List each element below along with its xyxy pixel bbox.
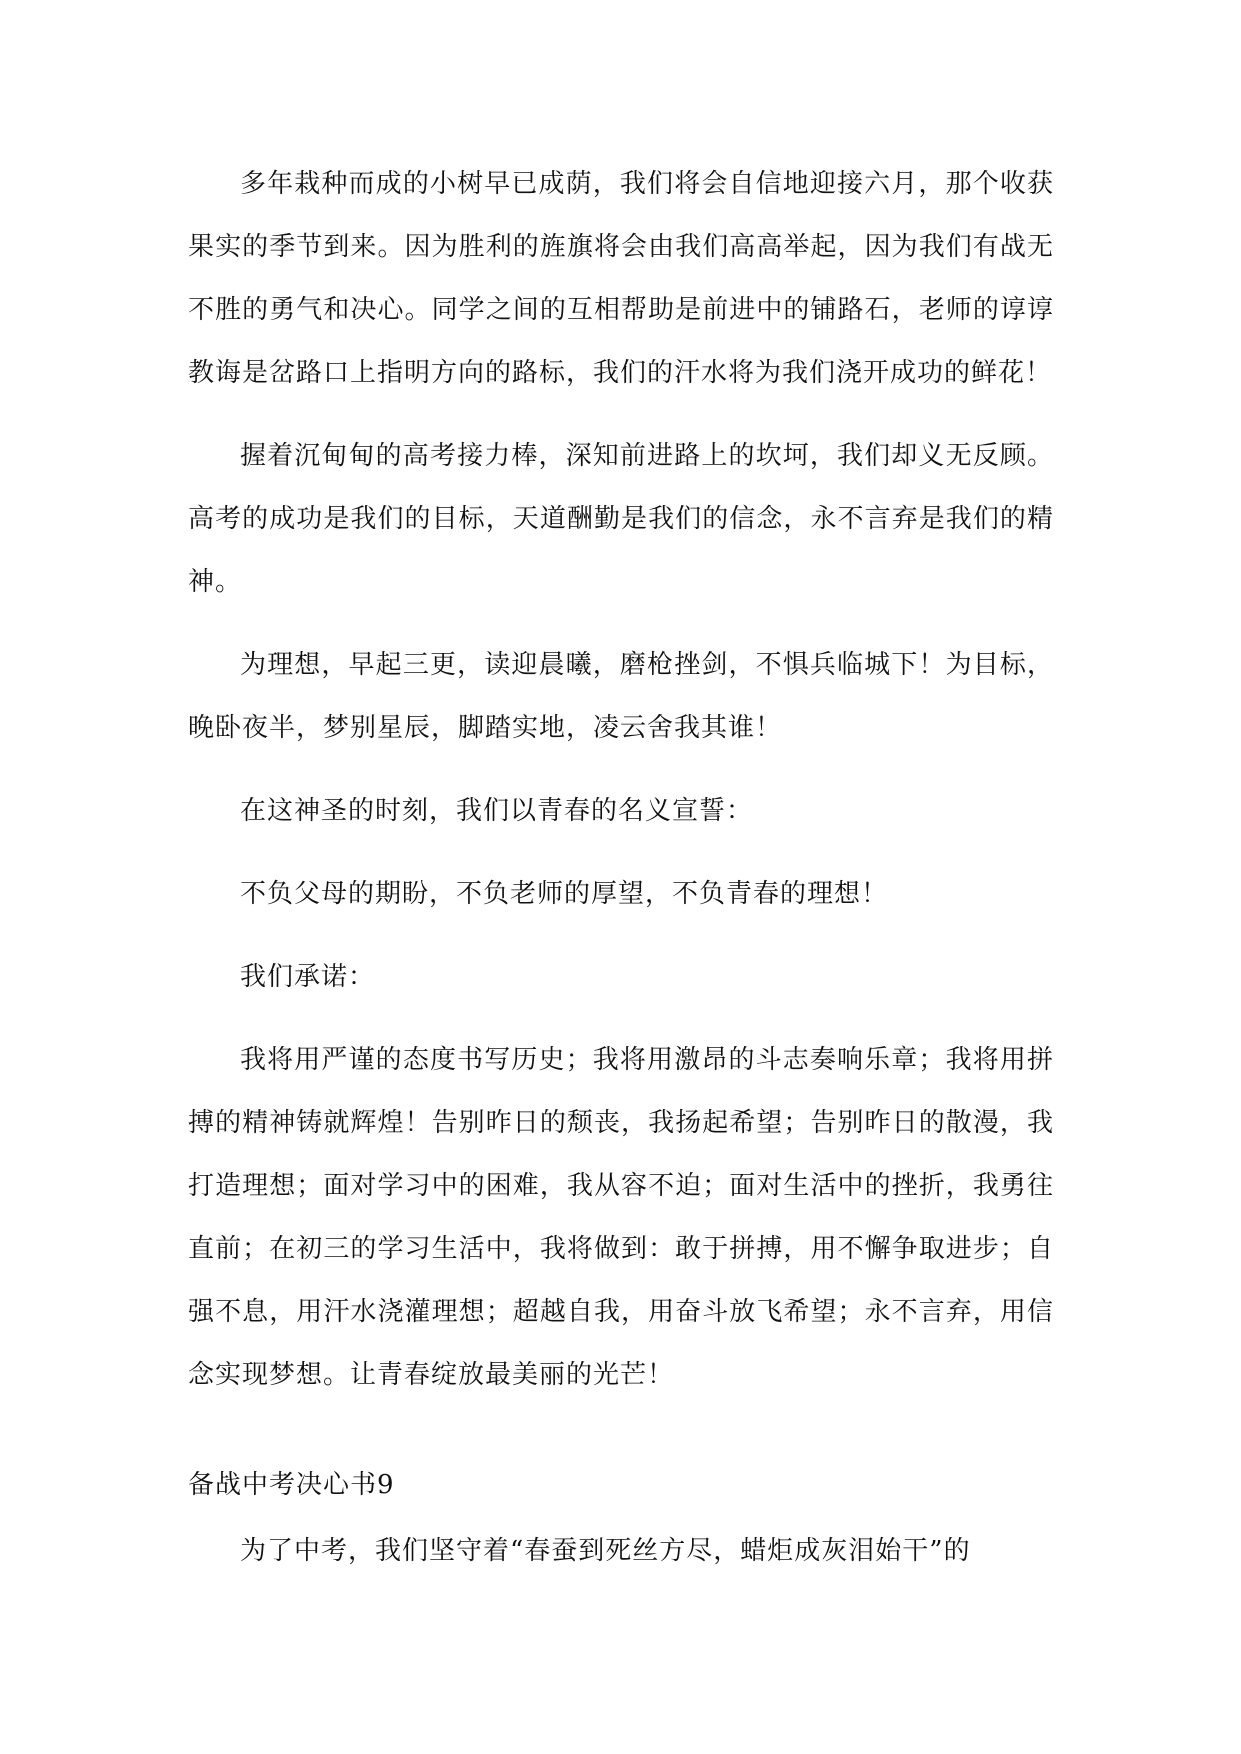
paragraph-6: 我们承诺： xyxy=(240,962,376,992)
paragraph-5: 不负父母的期盼，不负老师的厚望，不负青春的理想！ xyxy=(240,879,889,909)
paragraph-4: 在这神圣的时刻，我们以青春的名义宣誓： xyxy=(240,796,754,826)
document-body xyxy=(188,153,1054,1427)
paragraph-8: 为了中考，我们坚守着“春蚕到死丝方尽，蜡炬成灰泪始干”的 xyxy=(240,1536,971,1566)
paragraph-3: 为理想，早起三更，读迎晨曦，磨枪挫剑，不惧兵临城下！为目标，晚卧夜半，梦别星辰，脚踏实地，凌云舍我其谁！ xyxy=(188,650,1054,743)
section-heading: 备战中考决心书9 xyxy=(188,1470,395,1500)
paragraph-2: 握着沉甸甸的高考接力棒，深知前进路上的坎坷，我们却义无反顾。高考的成功是我们的目标，天道酬勤是我们的信念，永不言弃是我们的精神。 xyxy=(188,441,1054,597)
paragraph-1: 多年栽种而成的小树早已成荫，我们将会自信地迎接六月，那个收获果实的季节到来。因为胜利的旌旗将会由我们高高举起，因为我们有战无不胜的勇气和决心。同学之间的互相帮助是前进中的铺路石，老师的谆谆教诲是岔路口上指明方向的路标，我们的汗水将为我们浇开成功的鲜花！ xyxy=(188,169,1054,388)
paragraph-7: 我将用严谨的态度书写历史；我将用激昂的斗志奏响乐章；我将用拼搏的精神铸就辉煌！告别昨日的颓丧，我扬起希望；告别昨日的散漫，我打造理想；面对学习中的困难，我从容不迫；面对生活中的挫折，我勇往直前；在初三的学习生活中，我将做到：敢于拼搏，用不懈争取进步；自强不息，用汗水浇灌理想；超越自我，用奋斗放飞希望；永不言弃，用信念实现梦想。让青春绽放最美丽的光芒！ xyxy=(188,1045,1054,1390)
